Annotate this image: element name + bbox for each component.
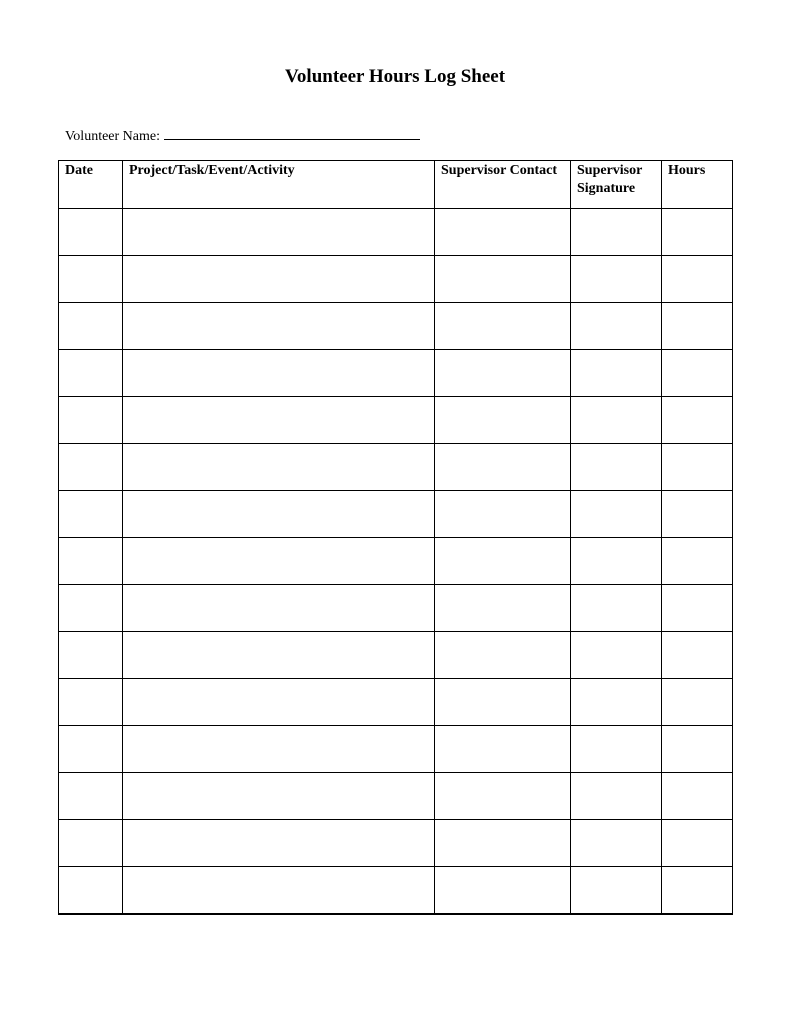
- cell-signature[interactable]: [571, 632, 662, 679]
- cell-project[interactable]: [123, 303, 435, 350]
- cell-contact[interactable]: [435, 444, 571, 491]
- cell-contact[interactable]: [435, 303, 571, 350]
- cell-project[interactable]: [123, 538, 435, 585]
- cell-date[interactable]: [59, 820, 123, 867]
- table-row: [59, 538, 733, 585]
- table-row: [59, 350, 733, 397]
- hours-log-table: [58, 160, 733, 915]
- table-row: [59, 820, 733, 867]
- cell-project[interactable]: [123, 256, 435, 303]
- cell-date[interactable]: [59, 679, 123, 726]
- cell-signature[interactable]: [571, 820, 662, 867]
- cell-contact[interactable]: [435, 209, 571, 256]
- cell-project[interactable]: [123, 585, 435, 632]
- cell-hours[interactable]: [662, 303, 733, 350]
- cell-date[interactable]: [59, 867, 123, 915]
- cell-date[interactable]: [59, 773, 123, 820]
- cell-contact[interactable]: [435, 820, 571, 867]
- cell-project[interactable]: [123, 444, 435, 491]
- cell-hours[interactable]: [662, 679, 733, 726]
- table-row: [59, 585, 733, 632]
- cell-contact[interactable]: [435, 632, 571, 679]
- cell-hours[interactable]: [662, 491, 733, 538]
- cell-project[interactable]: [123, 773, 435, 820]
- cell-hours[interactable]: [662, 726, 733, 773]
- cell-date[interactable]: [59, 350, 123, 397]
- volunteer-name-field[interactable]: [164, 125, 420, 140]
- cell-project[interactable]: [123, 491, 435, 538]
- cell-signature[interactable]: [571, 209, 662, 256]
- cell-signature[interactable]: [571, 303, 662, 350]
- table-header-row: [59, 161, 733, 209]
- header-date: Date: [59, 161, 123, 209]
- cell-date[interactable]: [59, 444, 123, 491]
- cell-signature[interactable]: [571, 397, 662, 444]
- cell-hours[interactable]: [662, 632, 733, 679]
- cell-contact[interactable]: [435, 397, 571, 444]
- cell-signature[interactable]: [571, 538, 662, 585]
- cell-signature[interactable]: [571, 256, 662, 303]
- cell-hours[interactable]: [662, 209, 733, 256]
- cell-contact[interactable]: [435, 585, 571, 632]
- cell-contact[interactable]: [435, 679, 571, 726]
- cell-contact[interactable]: [435, 491, 571, 538]
- table-row: [59, 867, 733, 915]
- cell-hours[interactable]: [662, 256, 733, 303]
- table-row: [59, 209, 733, 256]
- cell-hours[interactable]: [662, 773, 733, 820]
- cell-project[interactable]: [123, 679, 435, 726]
- cell-date[interactable]: [59, 538, 123, 585]
- cell-hours[interactable]: [662, 820, 733, 867]
- cell-signature[interactable]: [571, 444, 662, 491]
- cell-contact[interactable]: [435, 773, 571, 820]
- cell-date[interactable]: [59, 632, 123, 679]
- cell-project[interactable]: [123, 397, 435, 444]
- cell-hours[interactable]: [662, 585, 733, 632]
- cell-project[interactable]: [123, 867, 435, 915]
- cell-hours[interactable]: [662, 444, 733, 491]
- cell-signature[interactable]: [571, 726, 662, 773]
- cell-signature[interactable]: [571, 773, 662, 820]
- volunteer-name-row: [65, 125, 420, 146]
- cell-signature[interactable]: [571, 585, 662, 632]
- cell-signature[interactable]: [571, 350, 662, 397]
- cell-hours[interactable]: [662, 350, 733, 397]
- cell-date[interactable]: [59, 209, 123, 256]
- table-row: [59, 444, 733, 491]
- table-row: [59, 773, 733, 820]
- cell-date[interactable]: [59, 585, 123, 632]
- cell-signature[interactable]: [571, 491, 662, 538]
- cell-hours[interactable]: [662, 397, 733, 444]
- cell-date[interactable]: [59, 397, 123, 444]
- table-row: [59, 632, 733, 679]
- table-row: [59, 679, 733, 726]
- volunteer-name-label: Volunteer Name:: [65, 129, 160, 144]
- cell-date[interactable]: [59, 491, 123, 538]
- cell-hours[interactable]: [662, 538, 733, 585]
- header-supervisor-contact: Supervisor Contact: [435, 161, 571, 209]
- cell-date[interactable]: [59, 303, 123, 350]
- cell-date[interactable]: [59, 256, 123, 303]
- cell-project[interactable]: [123, 726, 435, 773]
- cell-contact[interactable]: [435, 256, 571, 303]
- table-body: [59, 209, 733, 915]
- header-hours: Hours: [662, 161, 733, 209]
- cell-project[interactable]: [123, 209, 435, 256]
- cell-signature[interactable]: [571, 867, 662, 915]
- header-project: Project/Task/Event/Activity: [123, 161, 435, 209]
- cell-project[interactable]: [123, 632, 435, 679]
- cell-contact[interactable]: [435, 350, 571, 397]
- cell-contact[interactable]: [435, 726, 571, 773]
- header-supervisor-signature: Supervisor Signature: [571, 161, 662, 209]
- page-title: Volunteer Hours Log Sheet: [284, 66, 506, 87]
- table-row: [59, 397, 733, 444]
- table-row: [59, 726, 733, 773]
- cell-contact[interactable]: [435, 867, 571, 915]
- table-row: [59, 256, 733, 303]
- table-row: [59, 303, 733, 350]
- cell-date[interactable]: [59, 726, 123, 773]
- table-row: [59, 491, 733, 538]
- cell-project[interactable]: [123, 820, 435, 867]
- cell-project[interactable]: [123, 350, 435, 397]
- cell-contact[interactable]: [435, 538, 571, 585]
- cell-hours[interactable]: [662, 867, 733, 915]
- cell-signature[interactable]: [571, 679, 662, 726]
